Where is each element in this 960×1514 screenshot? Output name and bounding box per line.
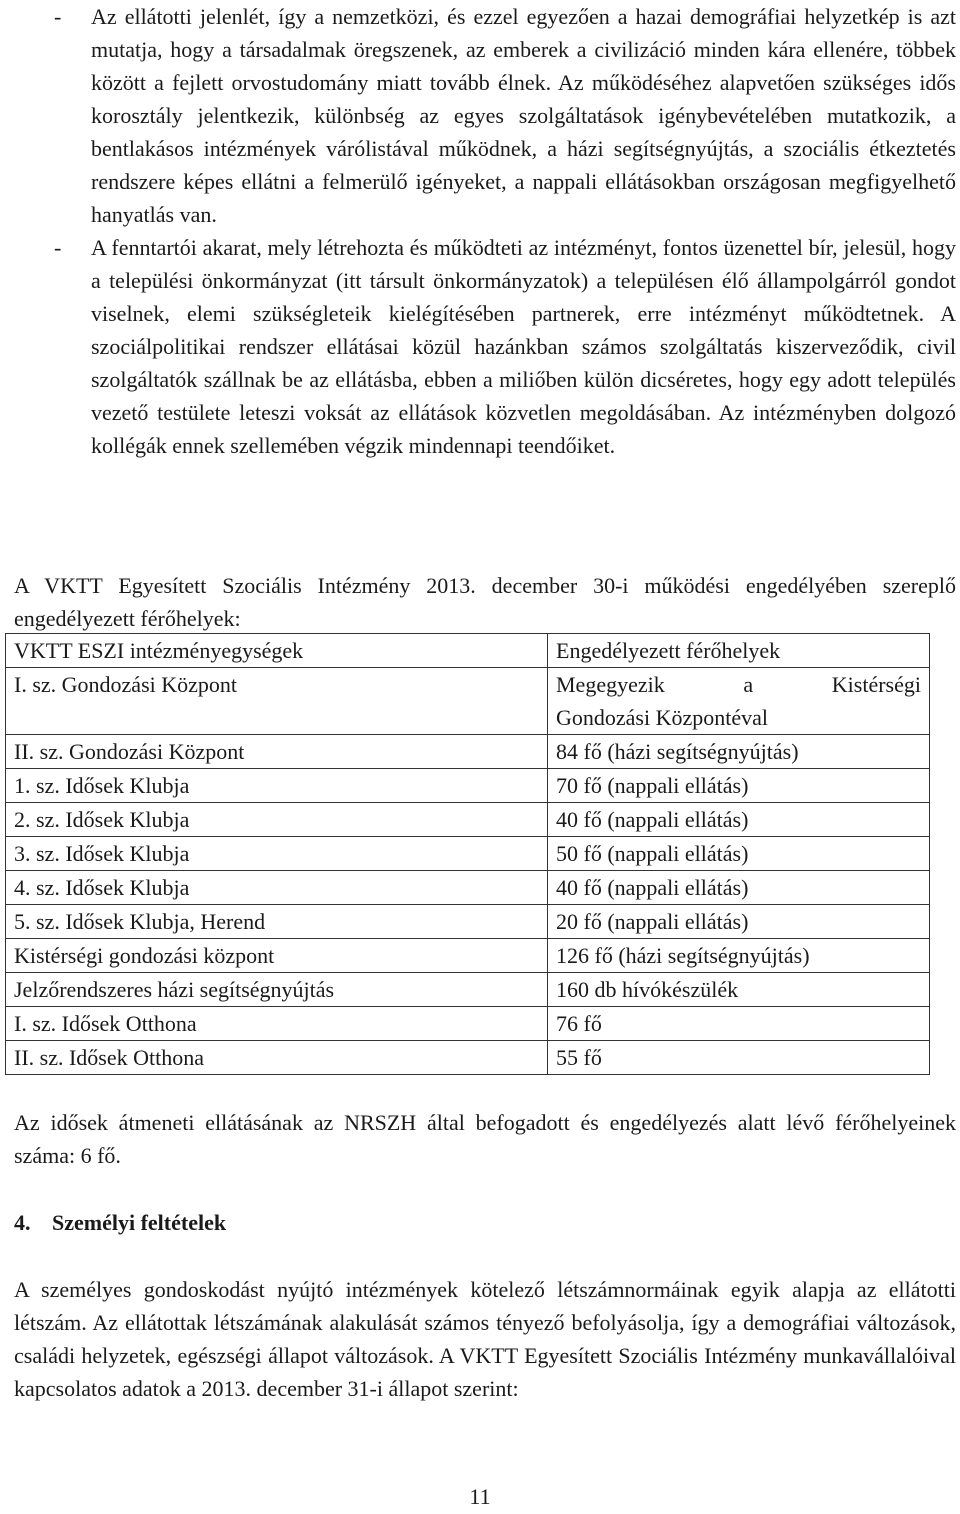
page-number: 11 — [469, 1484, 491, 1509]
table-cell-unit: 1. sz. Idősek Klubja — [6, 769, 548, 803]
bullet-dash: - — [54, 4, 62, 29]
intro-paragraph: A VKTT Egyesített Szociális Intézmény 2013. december 30-i működési engedélyében szereplő engedélyezett férőhelyek: — [14, 573, 956, 631]
places-table — [5, 633, 930, 1075]
table-cell-unit: 4. sz. Idősek Klubja — [6, 871, 548, 905]
table-cell-places: 20 fő (nappali ellátás) — [548, 905, 930, 939]
places-line: Gondozási Központéval — [556, 705, 768, 730]
temporary-care-paragraph: Az idősek átmeneti ellátásának az NRSZH által befogadott és engedélyezés alatt lévő férőhelyeinek száma: 6 fő. — [14, 1110, 956, 1168]
table-cell-unit: Kistérségi gondozási központ — [6, 939, 548, 973]
bullet-item — [14, 231, 956, 462]
table-cell-places — [548, 668, 930, 735]
table-cell-places: 40 fő (nappali ellátás) — [548, 871, 930, 905]
table-row — [6, 769, 930, 803]
table-cell-unit: Jelzőrendszeres házi segítségnyújtás — [6, 973, 548, 1007]
table-header-places: Engedélyezett férőhelyek — [548, 634, 930, 668]
table-row — [6, 1041, 930, 1075]
bullet-text: Az ellátotti jelenlét, így a nemzetközi, és ezzel egyezően a hazai demográfiai helyzetkép is azt mutatja, hogy a társadalmak öregszenek, az emberek a civilizáció minden kára ellenére, többek között a fejlett orvostudomány miatt tovább élnek. Az működéséhez alapvetően szükséges idős korosztály jelentkezik, különbség az egyes szolgáltatások igénybevételében mutatkozik, a bentlakásos intézmények várólistával működnek, a házi segítségnyújtás, a szociális étkeztetés rendszere képes ellátni a felmerülő igényeket, a nappali ellátásokban országosan megfigyelhető hanyatlás van. — [91, 4, 956, 227]
table-row — [6, 871, 930, 905]
table-row — [6, 735, 930, 769]
table-row — [6, 905, 930, 939]
table-cell-unit: I. sz. Idősek Otthona — [6, 1007, 548, 1041]
table-row — [6, 803, 930, 837]
table-header-row — [6, 634, 930, 668]
table-row — [6, 973, 930, 1007]
table-cell-unit: II. sz. Gondozási Központ — [6, 735, 548, 769]
bullet-text: A fenntartói akarat, mely létrehozta és működteti az intézményt, fontos üzenettel bír, jelesül, hogy a települési önkormányzat (itt társult önkormányzatok) a településen élő állampolgárról gondot viselnek, elemi szükségleteik kielégítésében partnerek, erre intézményt működtetnek. A szociálpolitikai rendszer ellátásai közül hazánkban számos szolgáltatás kiszerveződik, civil szolgáltatók szállnak be az ellátásba, ebben a miliőben külön dicséretes, hogy egy adott település vezető testülete leteszi voksát az ellátások közvetlen megoldásában. Az intézményben dolgozó kollégák ennek szellemében végzik mindennapi teendőiket. — [91, 235, 956, 458]
bullet-dash: - — [54, 235, 62, 260]
table-cell-places: 84 fő (házi segítségnyújtás) — [548, 735, 930, 769]
staffing-paragraph: A személyes gondoskodást nyújtó intézmények kötelező létszámnormáinak egyik alapja az ellátotti létszám. Az ellátottak létszámának alakulását számos tényező befolyásolja, így a demográfiai változások, családi helyzetek, egészségi állapot változások. A VKTT Egyesített Szociális Intézmény munkavállalóival kapcsolatos adatok a 2013. december 31-i állapot szerint: — [14, 1277, 956, 1401]
table-header-unit: VKTT ESZI intézményegységek — [6, 634, 548, 668]
bullet-item — [14, 0, 956, 231]
table-row — [6, 668, 930, 735]
table-cell-places: 50 fő (nappali ellátás) — [548, 837, 930, 871]
section-title: Személyi feltételek — [52, 1210, 227, 1235]
section-number: 4. — [14, 1210, 31, 1235]
places-line: Megegyezik a Kistérségi — [556, 672, 921, 697]
table-cell-places: 76 fő — [548, 1007, 930, 1041]
table-row — [6, 837, 930, 871]
table-row — [6, 1007, 930, 1041]
table-row — [6, 939, 930, 973]
table-cell-places: 55 fő — [548, 1041, 930, 1075]
table-cell-places: 70 fő (nappali ellátás) — [548, 769, 930, 803]
table-cell-unit: I. sz. Gondozási Központ — [6, 668, 548, 735]
section-heading — [14, 1206, 226, 1239]
table-cell-unit: 2. sz. Idősek Klubja — [6, 803, 548, 837]
bullet-list — [14, 0, 956, 462]
table-cell-unit: II. sz. Idősek Otthona — [6, 1041, 548, 1075]
table-cell-places: 40 fő (nappali ellátás) — [548, 803, 930, 837]
table-cell-unit: 3. sz. Idősek Klubja — [6, 837, 548, 871]
table-cell-places: 160 db hívókészülék — [548, 973, 930, 1007]
table-cell-places: 126 fő (házi segítségnyújtás) — [548, 939, 930, 973]
table-cell-unit: 5. sz. Idősek Klubja, Herend — [6, 905, 548, 939]
